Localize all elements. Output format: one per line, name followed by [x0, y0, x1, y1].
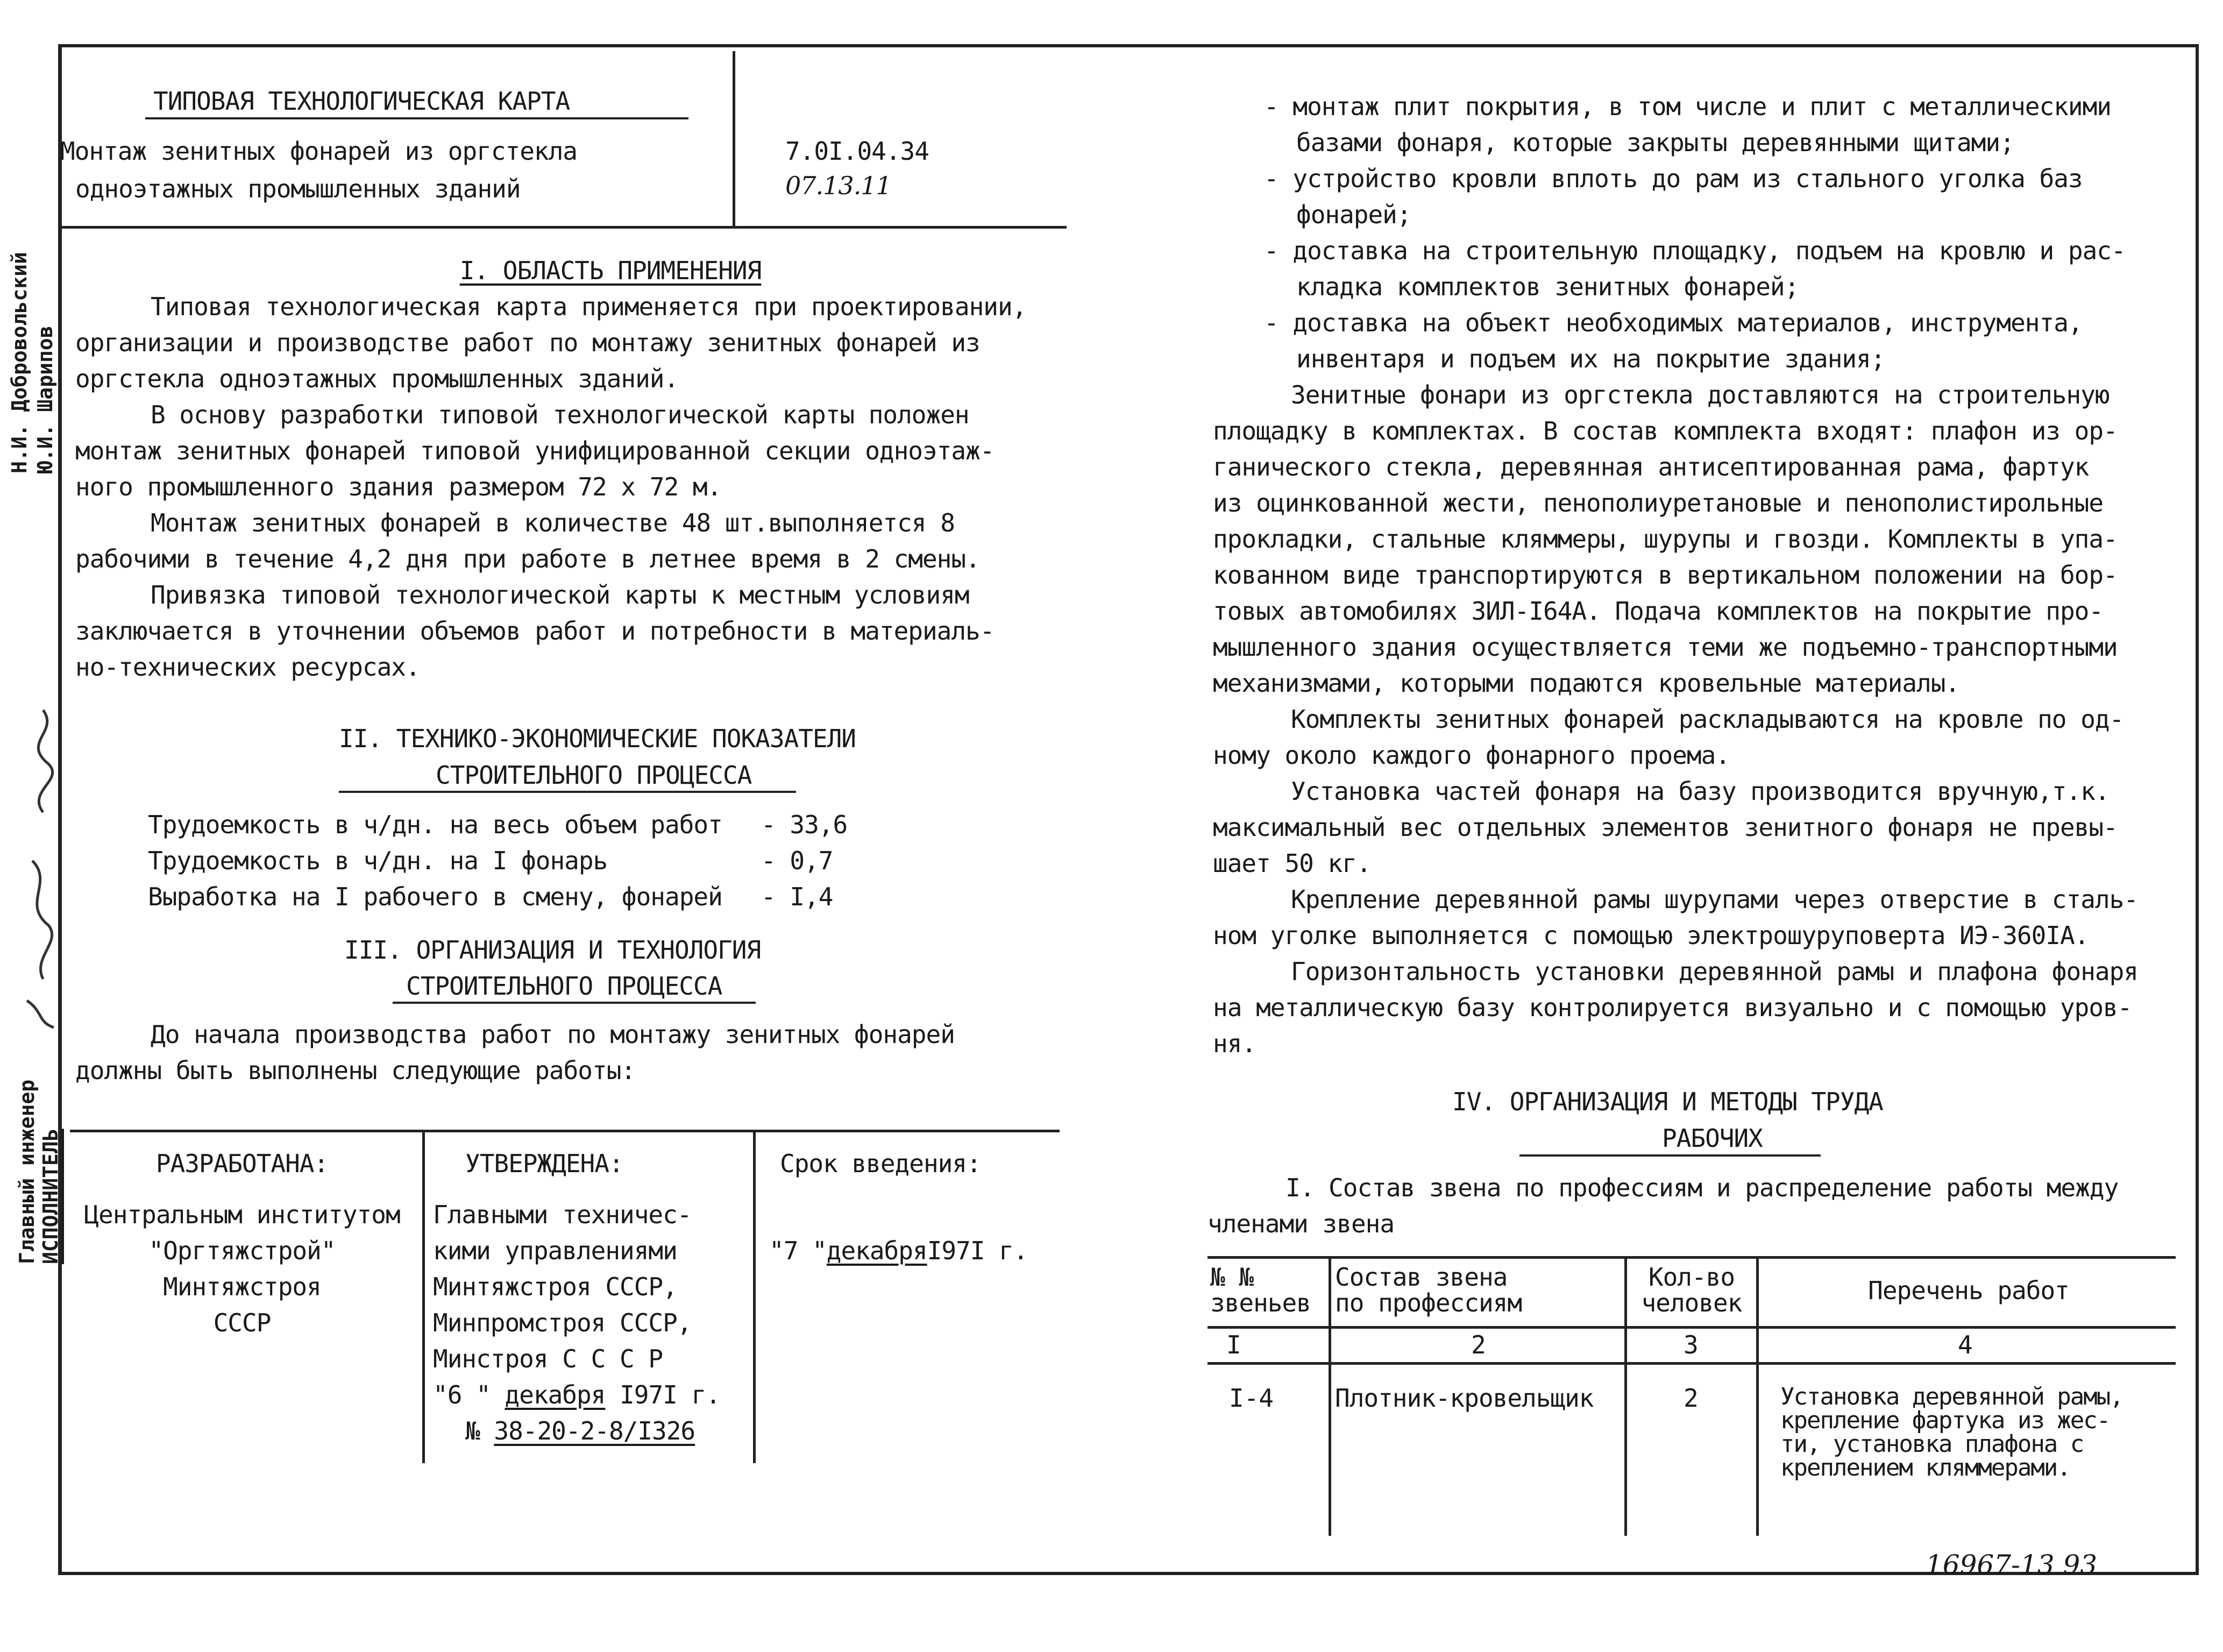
- table-top-line: [1208, 1256, 2176, 1259]
- table-colnum-3: 3: [1684, 1330, 1699, 1359]
- section2-heading-underline: [339, 791, 796, 793]
- bullet-line: - доставка на объект необходимых материалов, инструмента,: [1264, 308, 2083, 337]
- para-line: Горизонтальность установки деревянной рамы и плафона фонаря: [1291, 957, 2138, 986]
- margin-names-1: Н.И. Добровольский: [8, 252, 31, 473]
- table-header-2: Состав звена по профессиям: [1335, 1263, 1522, 1317]
- approved-number: № 38-20-2-8/I326: [465, 1416, 695, 1445]
- table-row-works: Установка деревянной рамы, крепление фартука из жес- ти, установка плафона с креплением кляммерами.: [1780, 1383, 2123, 1481]
- developed-block: [65, 1146, 420, 1341]
- stamp-subject-line2: одноэтажных промышленных зданий: [75, 174, 521, 203]
- table-numbers-line: [1208, 1362, 2176, 1365]
- section1-line: Монтаж зенитных фонарей в количестве 48 шт.выполняется 8: [151, 508, 955, 537]
- right-bullets: [1264, 89, 2126, 377]
- approved-line: Минпромстроя СССР,: [433, 1308, 692, 1337]
- developed-line: "Оргтяжстрой": [148, 1236, 336, 1265]
- section3-line: До начала производства работ по монтажу зенитных фонарей: [151, 1020, 955, 1049]
- margin-executor-label: ИСПОЛНИТЕЛЬ: [39, 1129, 62, 1264]
- para-line: Зенитные фонари из оргстекла доставляются на строительную: [1291, 380, 2110, 409]
- section1-line: но-технических ресурсах.: [75, 653, 420, 682]
- para-line: площадку в комплектах. В состав комплекта входят: плафон из ор-: [1213, 416, 2118, 445]
- table-row-num: I-4: [1229, 1384, 1274, 1413]
- table-colnum-4: 4: [1958, 1330, 1973, 1359]
- section1-line: монтаж зенитных фонарей типовой унифицированной секции одноэтаж-: [75, 436, 995, 465]
- section4-heading-line1: IV. ОРГАНИЗАЦИЯ И МЕТОДЫ ТРУДА: [1452, 1087, 1883, 1116]
- indicator-row: Трудоемкость в ч/дн. на I фонарь - 0,7: [148, 846, 833, 875]
- stamp-title: ТИПОВАЯ ТЕХНОЛОГИЧЕСКАЯ КАРТА: [153, 87, 570, 116]
- approval-divider-2: [753, 1130, 756, 1463]
- table-colnum-1: I: [1226, 1330, 1241, 1359]
- section2-heading-line2: СТРОИТЕЛЬНОГО ПРОЦЕССА: [436, 761, 752, 790]
- section3-heading-line2: СТРОИТЕЛЬНОГО ПРОЦЕССА: [406, 972, 722, 1001]
- table-header-1: № № звеньев: [1210, 1263, 1311, 1317]
- section3-heading-underline: [393, 1002, 756, 1004]
- right-paragraphs: [1213, 377, 2138, 1062]
- section3-line: должны быть выполнены следующие работы:: [75, 1056, 636, 1085]
- approved-label: УТВЕРЖДЕНА:: [465, 1149, 623, 1178]
- para-line: Установка частей фонаря на базу производится вручную,т.к.: [1291, 777, 2110, 806]
- bullet-line: - монтаж плит покрытия, в том числе и плит с металлическими: [1264, 92, 2111, 121]
- para-line: ня.: [1213, 1029, 1256, 1058]
- indicator-row: Выработка на I рабочего в смену, фонарей - I,4: [148, 882, 833, 911]
- developed-label: РАЗРАБОТАНА:: [155, 1149, 329, 1178]
- developed-line: Центральным институтом: [84, 1200, 400, 1229]
- table-col-line-1: [1329, 1256, 1331, 1536]
- indicator-row: Трудоемкость в ч/дн. на весь объем работ - 33,6: [148, 810, 848, 839]
- section4-sub: [1208, 1170, 2118, 1242]
- para-line: ном уголке выполняется с помощью электрошуруповерта ИЭ-360IА.: [1213, 921, 2089, 950]
- para-line: шает 50 кг.: [1213, 849, 1371, 878]
- margin-names-2: Ю.И. Шарипов: [33, 325, 57, 473]
- approved-line: кими управлениями: [433, 1236, 677, 1265]
- table-header-3: Кол-во человек: [1641, 1263, 1742, 1317]
- table-colnum-2: 2: [1471, 1330, 1486, 1359]
- developed-line: Минтяжстроя: [163, 1272, 321, 1301]
- stamp-subject-line1: Монтаж зенитных фонарей из оргстекла: [60, 137, 577, 166]
- para-line: ному около каждого фонарного проема.: [1213, 741, 1730, 770]
- para-line: мышленного здания осуществляется теми же подъемно-транспортными: [1213, 633, 2118, 662]
- approved-line: Минстроя С С С Р: [433, 1344, 663, 1373]
- table-header-4: Перечень работ: [1868, 1276, 2069, 1305]
- section4-heading-line2: РАБОЧИХ: [1662, 1124, 1763, 1153]
- para-line: механизмами, которыми подаются кровельные материалы.: [1213, 669, 1960, 698]
- table-row-profession: Плотник-кровельщик: [1335, 1384, 1594, 1413]
- term-label: Срок введения:: [780, 1149, 981, 1178]
- bullet-line: - доставка на строительную площадку, подъем на кровлю и рас-: [1264, 236, 2126, 265]
- approved-date: "6 " декабря I97I г.: [433, 1380, 720, 1409]
- section1-line: организации и производстве работ по монтажу зенитных фонарей из: [75, 328, 980, 357]
- stamp-code-handwritten: 07.13.11: [785, 171, 891, 200]
- section1-heading: I. ОБЛАСТЬ ПРИМЕНЕНИЯ: [459, 256, 762, 285]
- term-block: [769, 1146, 1028, 1269]
- para-line: Крепление деревянной рамы шурупами через отверстие в сталь-: [1291, 885, 2138, 914]
- section1-line: заключается в уточнении объемов работ и потребности в материаль-: [75, 616, 995, 646]
- para-line: из оцинкованной жести, пенополиуретановые и пенополистирольные: [1213, 488, 2104, 517]
- margin-signature: [11, 699, 70, 1033]
- section3-heading-line1: III. ОРГАНИЗАЦИЯ И ТЕХНОЛОГИЯ: [344, 935, 761, 965]
- section1-line: Типовая технологическая карта применяется при проектировании,: [151, 292, 1027, 321]
- section4-sub-line: членами звена: [1208, 1209, 1395, 1238]
- para-line: товых автомобилях ЗИЛ-I64А. Подача комплектов на покрытие про-: [1213, 597, 2104, 626]
- section1: [75, 253, 1065, 685]
- stamp-code: 7.0I.04.34: [785, 137, 929, 166]
- footer-handwritten-number: 16967-13 93: [1926, 1549, 2098, 1580]
- section2-heading-line1: II. ТЕХНИКО-ЭКОНОМИЧЕСКИЕ ПОКАЗАТЕЛИ: [339, 724, 856, 753]
- table-row-count: 2: [1684, 1384, 1699, 1413]
- indicators: [148, 807, 847, 915]
- approved-line: Главными техничес-: [433, 1200, 692, 1229]
- para-line: на металлическую базу контролируется визуально и с помощью уров-: [1213, 993, 2132, 1022]
- bullet-line: фонарей;: [1296, 200, 1411, 229]
- section4-sub-line: I. Состав звена по профессиям и распределение работы между: [1285, 1173, 2119, 1202]
- bullet-line: кладка комплектов зенитных фонарей;: [1296, 272, 1799, 301]
- approved-line: Минтяжстроя СССР,: [433, 1272, 677, 1301]
- para-line: кованном виде транспортируются в вертикальном положении на бор-: [1213, 561, 2118, 590]
- section1-line: Привязка типовой технологической карты к местным условиям: [151, 580, 969, 609]
- bullet-line: инвентаря и подъем их на покрытие здания;: [1296, 344, 1885, 373]
- para-line: Комплекты зенитных фонарей раскладываются на кровле по од-: [1291, 705, 2124, 734]
- term-date: "7 "декабряI97I г.: [769, 1236, 1028, 1265]
- stamp-bottom-line: [58, 226, 1067, 229]
- approved-block: [433, 1146, 720, 1449]
- para-line: максимальный вес отдельных элементов зенитного фонаря не превы-: [1213, 813, 2118, 842]
- section1-line: В основу разработки типовой технологической карты положен: [151, 400, 969, 429]
- section1-line: ного промышленного здания размером 72 х 72 м.: [75, 472, 722, 501]
- bullet-line: - устройство кровли вплоть до рам из стального уголка баз: [1264, 164, 2083, 193]
- para-line: прокладки, стальные кляммеры, шурупы и гвозди. Комплекты в упа-: [1213, 524, 2118, 554]
- section4-heading-underline: [1519, 1154, 1821, 1157]
- developed-line: СССР: [213, 1308, 271, 1337]
- section3-text: [75, 1017, 955, 1089]
- para-line: ганического стекла, деревянная антисептированная рама, фартук: [1213, 452, 2089, 481]
- margin-executor-name: Главный инженер: [15, 1079, 39, 1264]
- stamp-divider-vertical: [733, 51, 735, 229]
- section1-line: рабочими в течение 4,2 дня при работе в летнее время в 2 смены.: [75, 544, 980, 573]
- approval-top-line: [70, 1130, 1060, 1132]
- bullet-line: базами фонаря, которые закрыты деревянными щитами;: [1296, 128, 2014, 157]
- section1-line: оргстекла одноэтажных промышленных зданий.: [75, 364, 679, 393]
- approval-divider-1: [422, 1130, 425, 1463]
